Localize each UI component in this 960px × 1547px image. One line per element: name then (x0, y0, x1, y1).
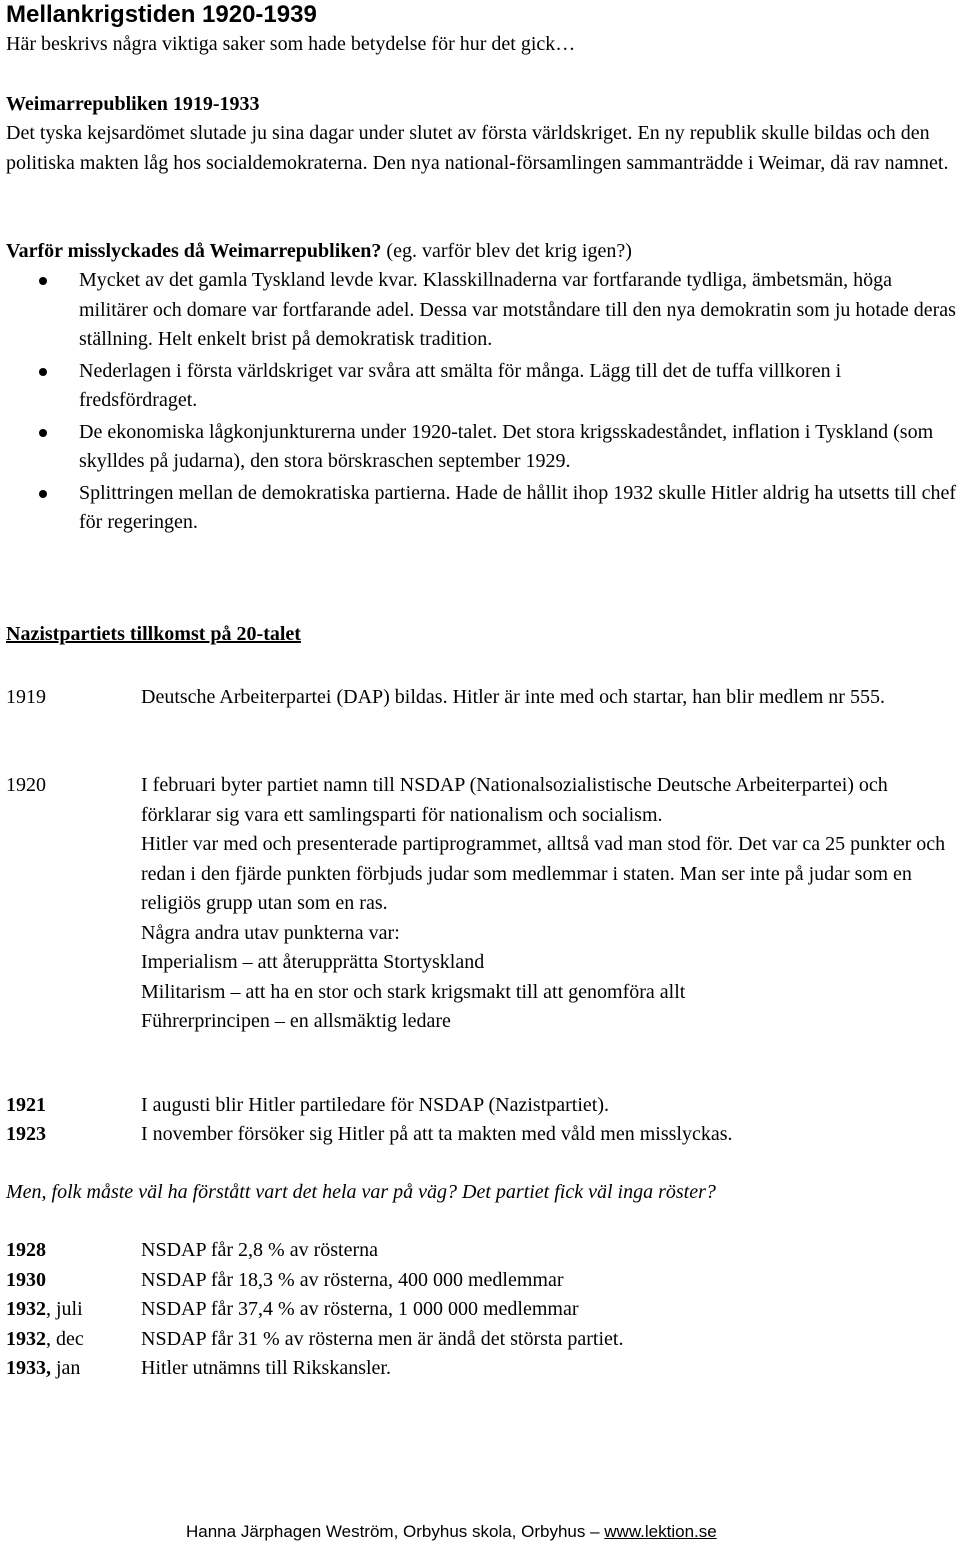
reasons-list (6, 266, 956, 540)
weimar-intro: Det tyska kejsardömet slutade ju sina dagar under slutet av första världskriget. En ny republik skulle bildas och den politiska makten låg hos socialdemokraterna. Den nya national-församlingen sammanträdde i Weimar, dä rav namnet. (6, 122, 949, 174)
stats-row: 1933, jan Hitler utnämns till Rikskansler. (6, 1357, 391, 1379)
weimar-heading: Weimarrepubliken 1919-1933 (6, 93, 260, 115)
bullet-icon (39, 429, 47, 437)
page-footer (186, 1522, 717, 1542)
weimar-question-rest: (eg. varför blev det krig igen?) (381, 240, 632, 262)
weimar-question-bold: Varför misslyckades då Weimarrepubliken? (6, 240, 382, 262)
document-subtitle: Här beskrivs några viktiga saker som hade betydelse för hur det gick… (6, 33, 576, 55)
document-title: Mellankrigstiden 1920-1939 (6, 1, 317, 28)
stats-row: 1932, juli NSDAP får 37,4 % av rösterna, 1 000 000 medlemmar (6, 1298, 579, 1320)
timeline-year: 1919 (6, 686, 46, 708)
timeline-row (6, 1091, 956, 1121)
bullet-icon (39, 277, 47, 285)
stats-row: 1928 NSDAP får 2,8 % av rösterna (6, 1239, 378, 1261)
timeline-text: I augusti blir Hitler partiledare för NSDAP (Nazistpartiet). (141, 1094, 610, 1116)
timeline-text: Imperialism – att återupprätta Stortyskland (141, 951, 485, 973)
timeline-text: I november försöker sig Hitler på att ta makten med våld men misslyckas. (141, 1123, 733, 1145)
question-two: Men, folk måste väl ha förstått vart det hela var på väg? Det partiet fick väl inga röster? (6, 1181, 716, 1203)
timeline-text: Führerprincipen – en allsmäktig ledare (141, 1010, 451, 1032)
timeline-text: Några andra utav punkterna var: (141, 921, 400, 944)
list-item: Splittringen mellan de demokratiska partierna. Hade de hållit ihop 1932 skulle Hitler aldrig ha utsetts till chef för regeringen. (6, 479, 956, 538)
list-item: Nederlagen i första världskriget var svåra att smälta för många. Lägg till det de tuffa villkoren i fredsfördraget. (6, 357, 956, 416)
timeline-year: 1923 (6, 1123, 46, 1145)
footer-link[interactable]: www.lektion.se (604, 1522, 717, 1541)
election-stats (6, 1236, 956, 1384)
stats-row: 1930 NSDAP får 18,3 % av rösterna, 400 000 medlemmar (6, 1268, 564, 1291)
footer-author: Hanna Järphagen Weström, Orbyhus skola, Orbyhus – (186, 1522, 605, 1541)
bullet-icon (39, 490, 47, 498)
stats-row: 1932, dec NSDAP får 31 % av rösterna men är ändå det största partiet. (6, 1327, 624, 1350)
list-item: De ekonomiska lågkonjunkturerna under 1920-talet. Det stora krigsskadeståndet, inflation i Tyskland (som skylldes på judarna), den stora börskraschen september 1929. (6, 418, 956, 477)
bullet-icon (39, 368, 47, 376)
list-item: Mycket av det gamla Tyskland levde kvar. Klasskillnaderna var fortfarande tydliga, ämbetsmän, höga militärer och domare var fortfarande adel. Dessa var motståndare till den nya demokratin som ju hotade deras ställning. Helt enkelt brist på demokratisk tradition. (6, 266, 956, 355)
timeline-text: Deutsche Arbeiterpartei (DAP) bildas. Hitler är inte med och startar, han blir medlem nr 555. (141, 686, 885, 708)
timeline-row (6, 683, 956, 713)
timeline-row (6, 1120, 956, 1150)
timeline-row (6, 771, 956, 1037)
timeline-text: Militarism – att ha en stor och stark krigsmakt till att genomföra allt (141, 980, 686, 1003)
timeline-text: I februari byter partiet namn till NSDAP (Nationalsozialistische Deutsche Arbeiterpartei) och förklarar sig vara ett samlingsparti för nationalism och socialism. (141, 774, 888, 826)
timeline-text: Hitler var med och presenterade partiprogrammet, alltså vad man stod för. Det var ca 25 punkter och redan i den fjärde punkten förbjuds judar som medlemmar i staten. Man ser inte på judar som en religiös grupp utan som en ras. (141, 833, 946, 914)
weimar-question (6, 237, 632, 267)
nazi-heading: Nazistpartiets tillkomst på 20-talet (6, 623, 301, 645)
timeline-year: 1921 (6, 1094, 46, 1116)
timeline-year: 1920 (6, 774, 46, 796)
